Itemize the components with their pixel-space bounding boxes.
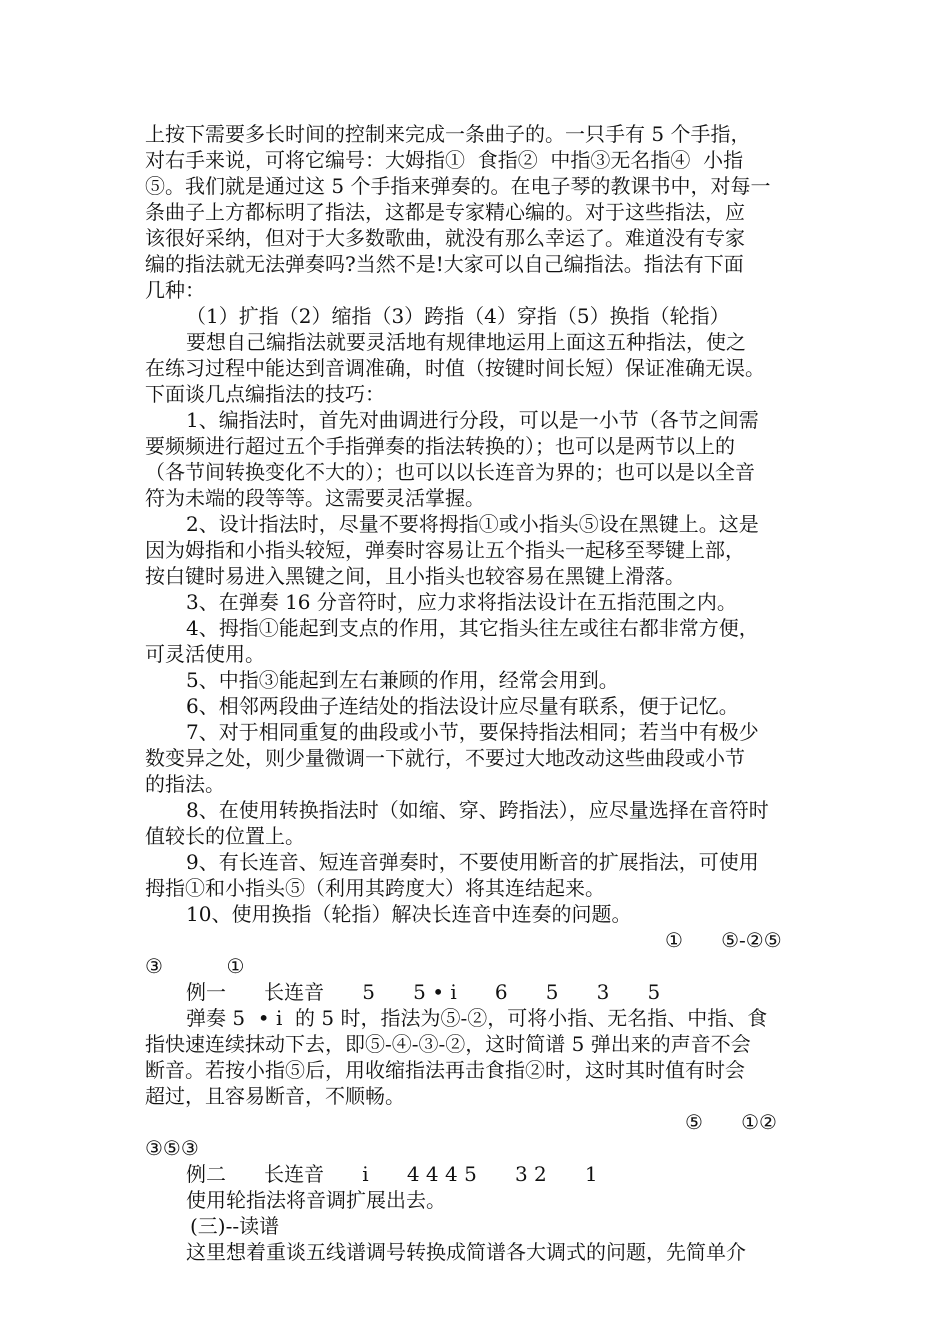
- section-3-line-1: 这里想着重谈五线谱调号转换成简谱各大调式的问题，先简单介: [186, 1240, 746, 1264]
- tip-6-line-1: 6、相邻两段曲子连结处的指法设计应尽量有联系，便于记忆。: [186, 694, 739, 718]
- tip-1-line-3: （各节间转换变化不大的）；也可以以长连音为界的；也可以是以全音: [145, 460, 755, 484]
- intro-line-5: 该很好采纳，但对于大多数歌曲，就没有那么幸运了。难道没有专家: [145, 226, 745, 250]
- tip-2-line-2: 因为姆指和小指头较短，弹奏时容易让五个指头一起移至琴键上部，: [145, 538, 745, 562]
- example-2-fingering-bottom: ③⑤③: [145, 1136, 199, 1160]
- intro-line-3: ⑤。我们就是通过这 5 个手指来弹奏的。在电子琴的教课书中，对每一: [145, 174, 771, 198]
- tip-2-line-1: 2、设计指法时，尽量不要将拇指①或小指头⑤设在黑键上。这是: [186, 512, 759, 536]
- tip-2-line-3: 按白键时易进入黑键之间，且小指头也较容易在黑键上滑落。: [145, 564, 685, 588]
- example-1-fingering-bottom: ③ ①: [145, 954, 245, 978]
- design-line-2: 在练习过程中能达到音调准确，时值（按键时间长短）保证准确无误。: [145, 356, 765, 380]
- tip-10-line-1: 10、使用换指（轮指）解决长连音中连奏的问题。: [186, 902, 632, 926]
- example-1-notation: 例一 长连音 5 5 • i 6 5 3 5: [186, 980, 661, 1004]
- tip-3-line-1: 3、在弹奏 16 分音符时，应力求将指法设计在五指范围之内。: [186, 590, 737, 614]
- example-2-explain-line-1: 使用轮指法将音调扩展出去。: [186, 1188, 446, 1212]
- tip-7-line-2: 数变异之处，则少量微调一下就行，不要过大地改动这些曲段或小节: [145, 746, 745, 770]
- tip-8-line-2: 值较长的位置上。: [145, 824, 305, 848]
- design-line-3: 下面谈几点编指法的技巧：: [145, 382, 385, 406]
- example-1-explain-line-1: 弹奏 5 • i 的 5 时，指法为⑤-②，可将小指、无名指、中指、食: [186, 1006, 768, 1030]
- tip-1-line-1: 1、编指法时，首先对曲调进行分段，可以是一小节（各节之间需: [186, 408, 759, 432]
- tip-4-line-2: 可灵活使用。: [145, 642, 265, 666]
- design-line-1: 要想自己编指法就要灵活地有规律地运用上面这五种指法，使之: [186, 330, 746, 354]
- example-2-fingering-top: ⑤ ①②: [685, 1110, 777, 1134]
- intro-line-7: 几种：: [145, 278, 205, 302]
- tip-1-line-2: 要频频进行超过五个手指弹奏的指法转换的）；也可以是两节以上的: [145, 434, 735, 458]
- example-1-explain-line-3: 断音。若按小指⑤后，用收缩指法再击食指②时，这时其时值有时会: [145, 1058, 745, 1082]
- finger-types-list: （1）扩指（2）缩指（3）跨指（4）穿指（5）换指（轮指）: [186, 304, 730, 328]
- example-1-fingering-top: ① ⑤-②⑤: [665, 928, 782, 952]
- intro-line-6: 编的指法就无法弹奏吗?当然不是!大家可以自己编指法。指法有下面: [145, 252, 744, 276]
- section-3-heading: (三)--读谱: [190, 1214, 280, 1238]
- intro-line-2: 对右手来说，可将它编号：大姆指① 食指② 中指③无名指④ 小指: [145, 148, 744, 172]
- intro-line-1: 上按下需要多长时间的控制来完成一条曲子的。一只手有 5 个手指，: [145, 122, 751, 146]
- tip-9-line-1: 9、有长连音、短连音弹奏时，不要使用断音的扩展指法，可使用: [186, 850, 759, 874]
- tip-7-line-3: 的指法。: [145, 772, 225, 796]
- tip-5-line-1: 5、中指③能起到左右兼顾的作用，经常会用到。: [186, 668, 619, 692]
- example-1-explain-line-4: 超过，且容易断音，不顺畅。: [145, 1084, 405, 1108]
- tip-8-line-1: 8、在使用转换指法时（如缩、穿、跨指法），应尽量选择在音符时: [186, 798, 769, 822]
- example-1-explain-line-2: 指快速连续抹动下去，即⑤-④-③-②，这时简谱 5 弹出来的声音不会: [145, 1032, 751, 1056]
- intro-line-4: 条曲子上方都标明了指法，这都是专家精心编的。对于这些指法，应: [145, 200, 745, 224]
- tip-4-line-1: 4、拇指①能起到支点的作用，其它指头往左或往右都非常方便，: [186, 616, 759, 640]
- tip-1-line-4: 符为未端的段等等。这需要灵活掌握。: [145, 486, 485, 510]
- tip-7-line-1: 7、对于相同重复的曲段或小节，要保持指法相同；若当中有极少: [186, 720, 759, 744]
- example-2-notation: 例二 长连音 i 4 4 4 5 3 2 1: [186, 1162, 598, 1186]
- tip-9-line-2: 拇指①和小指头⑤（利用其跨度大）将其连结起来。: [145, 876, 605, 900]
